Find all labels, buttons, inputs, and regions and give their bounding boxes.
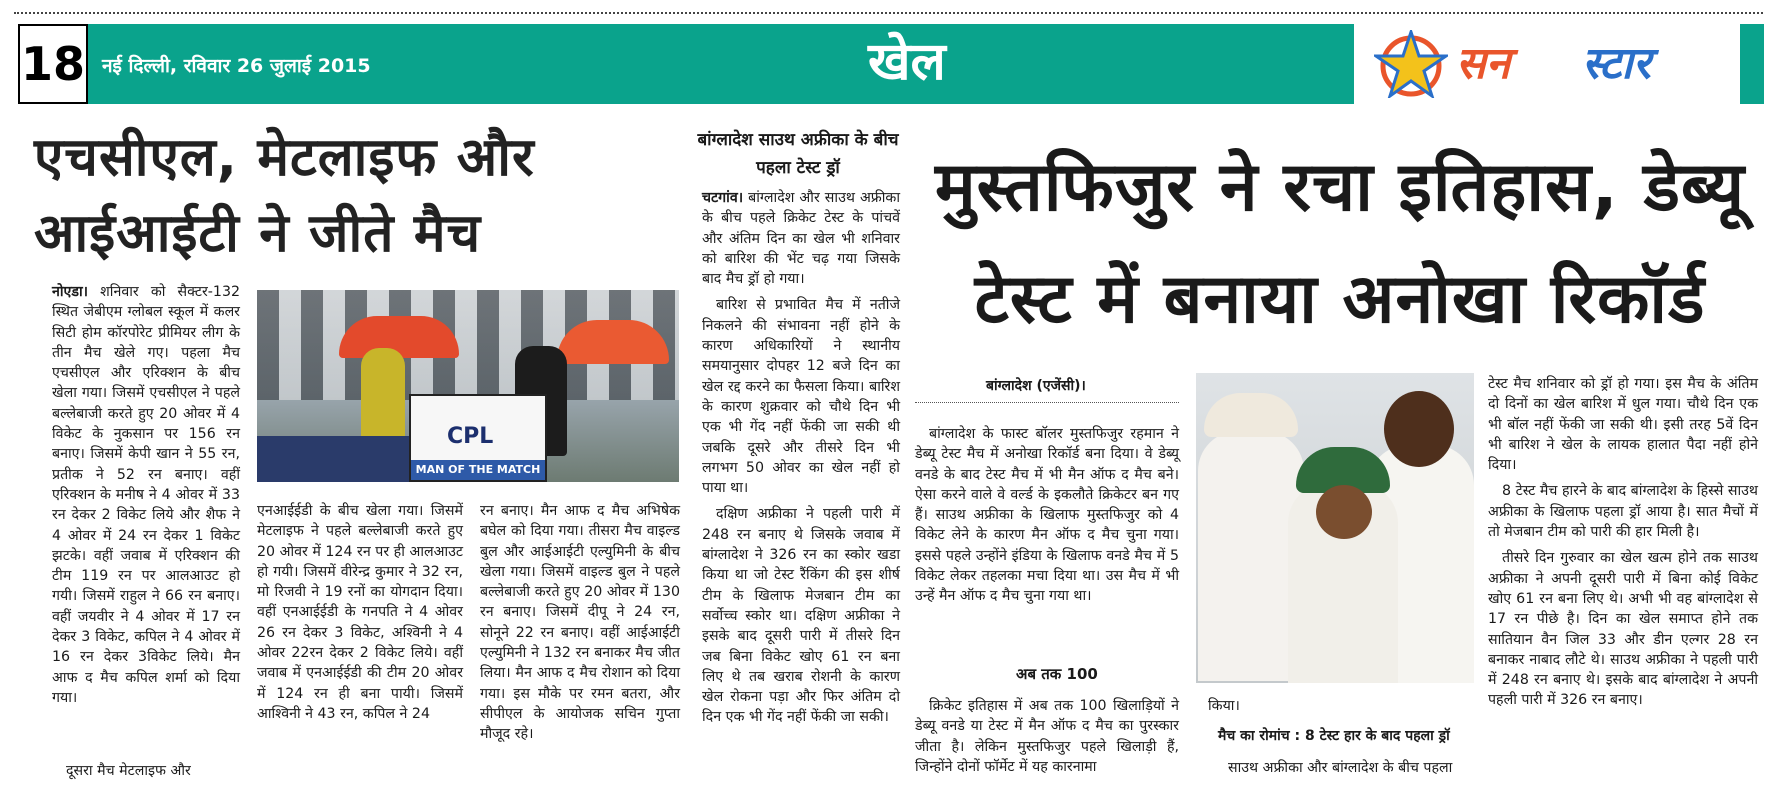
brand-logo — [1354, 24, 1740, 104]
middle-story-column — [702, 188, 900, 728]
left-story-column-2: एनआईईडी के बीच खेला गया। जिसमें मेटलाइफ ने पहले बल्लेबाजी करते हुए 20 ओवर में 124 रन पर ही आलआउट हो गयी। जिसमें वीरेन्द्र कुमार ने 32 रन, मो रिजवी ने 19 रनों का योगदान दिया। वहीं एनआईईडी के गनपति ने 4 ओवर 26 रन देकर 3 विकेट, अश्विनी ने 4 ओवर 22रन देकर 2 विकेट लिये। वहीं जवाब में एनआईईडी की टीम 20 ओवर में 124 रन ही बना पायी। जिसमें आश्विनी ने 43 रन, कपिल ने 24 — [257, 503, 463, 722]
left-story-column-1 — [52, 282, 240, 708]
page-number: 18 — [18, 24, 88, 104]
left-story-col1-text: शनिवार को सैक्टर-132 स्थित जेबीएम ग्लोबल स्कूल में कलर सिटी होम कॉरपोरेट प्रीमियर लीग के तीन मैच खेले गए। पहला मैच एचसीएल और एरिक्शन के बीच खेला गया। जिसमें एचसीएल ने पहले बल्लेबाजी करते हुए 20 ओवर में 4 विकेट के नुकसान पर 156 रन बनाए। जिसमें केपी खान ने 55 रन, प्रतीक ने 52 रन बनाए। वहीं एरिक्शन के मनीष ने 4 ओवर में 33 रन देकर 2 विकेट लिये और शैफ ने 4 ओवर में 24 रन देकर 1 विकेट झटके। वहीं जवाब में एरिक्शन की टीम 119 रन पर आलआउट हो गयी। जिसमें राहुल ने 66 रन बनाए। वहीं जयवीर ने 4 ओवर में 17 रन देकर 3 विकेट, कपिल ने 4 ओवर में 16 रन देकर 3विकेट लिये। मैन आफ द मैच कपिल शर्मा को दिया गया। — [52, 284, 240, 706]
main-story-right-para-3: तीसरे दिन गुरुवार का खेल खत्म होने तक साउथ अफ्रीका ने अपनी दूसरी पारी में बिना कोई विकेट खोए 61 रन बना लिए थे। अभी भी वह बांग्लादेश से 17 रन पीछे है। दिन का खेल समाप्त होने तक सातियान वैन जिल 33 और डीन एल्गर 28 रन बनाकर नाबाद लौटे थे। साउथ अफ्रीका ने पहली पारी में 248 रन बनाए थे। इसके बाद बांग्लादेश ने अपनी पहली पारी में 326 रन बनाए। — [1488, 550, 1758, 709]
main-story-right-column — [1488, 374, 1758, 711]
board-cpl-text: CPL — [447, 424, 494, 449]
player-right-face — [1384, 391, 1454, 467]
left-story-col1-lead — [52, 282, 240, 708]
middle-story-para-1 — [702, 188, 900, 289]
player-center-face — [1316, 485, 1372, 539]
cricket-award-photo — [257, 290, 679, 482]
main-story-under-photo-para: साउथ अफ्रीका और बांग्लादेश के बीच पहला — [1228, 760, 1453, 776]
middle-story-para-3: दक्षिण अफ्रीका ने पहली पारी में 248 रन बनाए थे जिसके जवाब में बांग्लादेश ने 326 रन का स्कोर खडा किया था जो टेस्ट रैंकिंग की इस शीर्ष टीम के खिलाफ मेजबान टीम का सर्वोच्च स्कोर था। दक्षिण अफ्रीका ने इसके बाद दूसरी पारी में तीसरे दिन जब बिना विकेट खोए 61 रन बना लिए थे तब खराब रोशनी के कारण खेल रोकना पड़ा और फिर अंतिम दो दिन एक भी गेंद नहीं फेंकी जा सकी। — [702, 506, 900, 726]
board-caption: MAN OF THE MATCH — [411, 460, 545, 480]
left-story-dateline: नोएडा। — [52, 284, 89, 300]
main-story-subhead-2: मैच का रोमांच : 8 टेस्ट हार के बाद पहला ड्रॉ — [1218, 728, 1450, 744]
middle-story-headline: बांग्लादेश साउथ अफ्रीका के बीच पहला टेस्ट ड्रॉ — [697, 130, 899, 178]
left-story-column-3: रन बनाए। मैन आफ द मैच अभिषेक बघेल को दिया गया। तीसरा मैच वाइल्ड बुल और आईआईटी एल्युमिनी के बीच खेला गया। जिसमें वाइल्ड बुल ने पहले बल्लेबाजी करते हुए 20 ओवर में 130 रन बनाए। जिसमें दीपू ने 24 रन, सोनूने 22 रन बनाए। वहीं आईआईटी एल्युमिनी ने 132 रन बनाकर मैच जीत लिया। मैन आफ द मैच रोशान को दिया गया। इस मौके पर रमन बतरा, और सीपीएल के आयोजक सचिन गुप्ता मौजूद रहे। — [480, 503, 680, 743]
main-story-para-1: बांग्लादेश के फास्ट बॉलर मुस्तफिजुर रहमान ने डेब्यू टेस्ट मैच में अनोखा रिकॉर्ड बना दिया। वे डेब्यू वनडे के बाद टेस्ट मैच में भी मैन ऑफ द मैच बने। ऐसा करने वाले वे वर्ल्ड के इकलौते क्रिकेटर बन गए हैं। साउथ अफ्रीका के खिलाफ मुस्तफिजुर को 4 विकेट लेने के कारण मैन ऑफ द मैच चुना गया। इससे पहले उन्होंने इंडिया के खिलाफ वनडे मैच में 5 विकेट लेकर तहलका मचा दिया था। उस मैच में भी उन्हें मैन ऑफ द मैच चुना गया था। — [915, 426, 1179, 605]
star-logo-icon — [1374, 30, 1448, 98]
main-story-right-para-2: 8 टेस्ट मैच हारने के बाद बांग्लादेश के हिस्से साउथ अफ्रीका के खिलाफ पहला ड्रॉ आया है। सात मैचों में तो मेजबान टीम को पारी की हार मिली है। — [1488, 483, 1758, 541]
media-banner — [257, 436, 409, 482]
main-story-byline: बांग्लादेश (एजेंसी)। — [986, 378, 1086, 394]
brand-word-sun: सन — [1456, 38, 1511, 89]
left-story-headline: एचसीएल, मेटलाइफ और आईआईटी ने जीते मैच — [34, 127, 535, 264]
main-story-right-para-1: टेस्ट मैच शनिवार को ड्रॉ हो गया। इस मैच के अंतिम दो दिनों का खेल बारिश में धुल गया। चौथे दिन एक भी बॉल नहीं फेंकी जा सकी थी। इसी तरह 5वें दिन भी बारिश ने खेल के लायक हालात पैदा नहीं होने दिया। — [1488, 376, 1758, 474]
man-of-match-board — [409, 394, 547, 482]
left-story-col1-tail: दूसरा मैच मेटलाइफ और — [66, 763, 191, 779]
middle-story-para-1-text: बांग्लादेश और साउथ अफ्रीका के बीच पहले क्रिकेट टेस्ट के पांचवें और अंतिम दिन का खेल भी शनिवार को बारिश की भेंट चढ़ गया जिसके बाद मैच ड्रॉ हो गया। — [702, 190, 900, 288]
mustafizur-celebration-photo — [1196, 373, 1474, 683]
section-title: खेल — [868, 32, 946, 92]
main-story-subhead-1: अब तक 100 — [1016, 665, 1098, 683]
player-left-hat — [1204, 393, 1298, 437]
top-dotted-rule — [14, 12, 1763, 14]
masthead-dateline: नई दिल्ली, रविवार 26 जुलाई 2015 — [102, 55, 371, 77]
umbrella-right — [557, 320, 669, 364]
brand-word-star: स्टार — [1582, 38, 1651, 89]
middle-story-para-2: बारिश से प्रभावित मैच में नतीजे निकलने की संभावना नहीं होने के कारण अधिकारियों ने स्थानीय समयानुसार दोपहर 12 बजे दिन का खेल रद्द करने का फैसला किया। बारिश के कारण शुक्रवार को चौथे दिन भी एक भी गेंद नहीं फेंकी जा सकी थी जबकि दूसरे और तीसरे दिन भी लगभग 50 ओवर का खेल नहीं हो पाया था। — [702, 297, 900, 497]
masthead — [18, 24, 1764, 104]
main-story-under-photo-text: किया। — [1208, 698, 1240, 714]
main-story-headline: मुस्तफिजुर ने रचा इतिहास, डेब्यू टेस्ट में बनाया अनोखा रिकॉर्ड — [934, 148, 1746, 339]
byline-rule — [915, 402, 1179, 403]
middle-story-dateline: चटगांव। — [702, 190, 744, 206]
main-story-para-2: क्रिकेट इतिहास में अब तक 100 खिलाड़ियों ने डेब्यू वनडे या टेस्ट में मैन ऑफ द मैच का पुरस्कार जीता है। लेकिन मुस्तफिजुर पहले खिलाड़ी हैं, जिन्होंने दोनों फॉर्मेट में यह कारनामा — [915, 698, 1179, 775]
